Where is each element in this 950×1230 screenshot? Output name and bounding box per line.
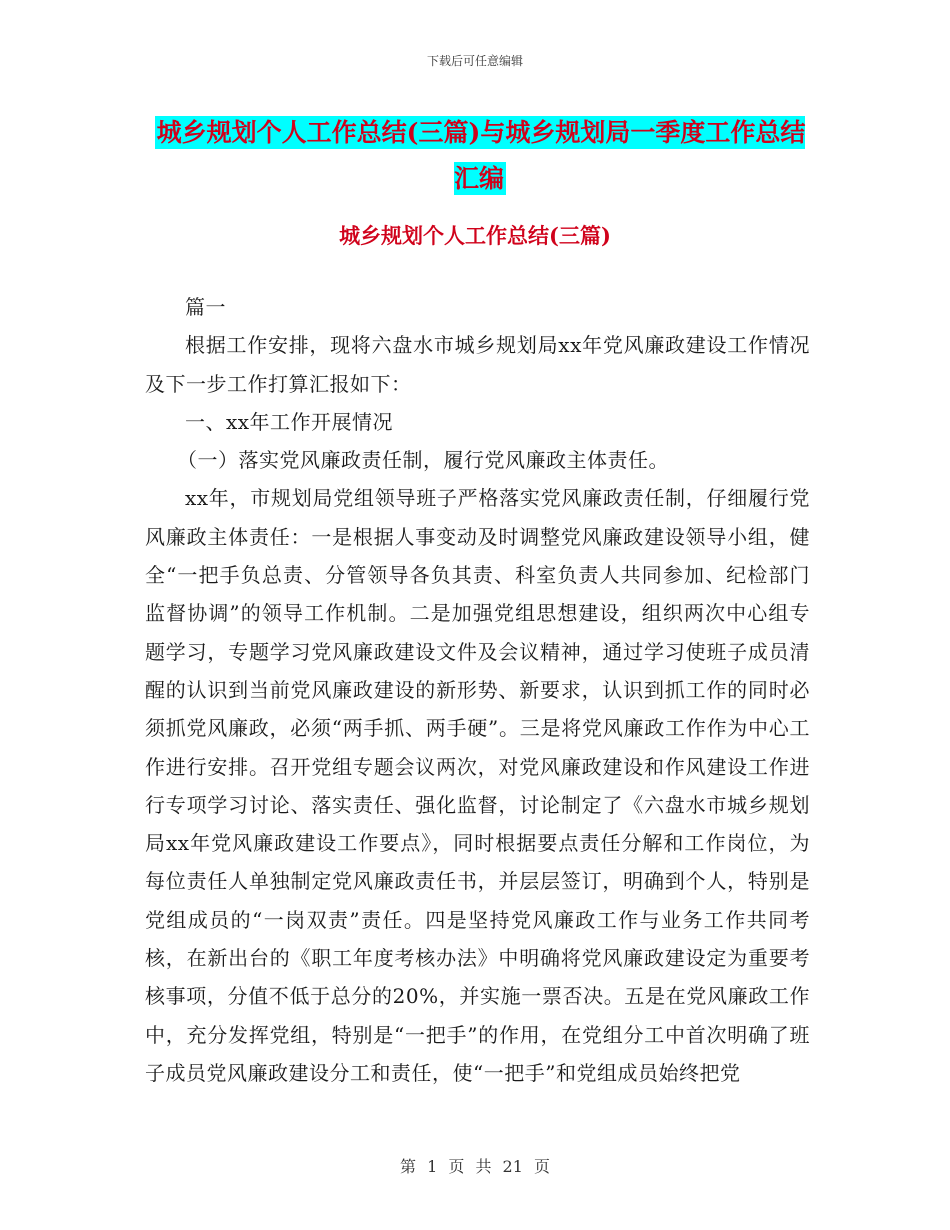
paragraph-body-1: xx年，市规划局党组领导班子严格落实党风廉政责任制，仔细履行党风廉政主体责任：一是根据人事变动及时调整党风廉政建设领导小组，健全“一把手负总责、分管领导各负其责、科室负责人共同参加、纪检部门监督协调”的领导工作机制。二是加强党组思想建设，组织两次中心组专题学习，专题学习党风廉政建设文件及会议精神，通过学习使班子成员清醒的认识到当前党风廉政建设的新形势、新要求，认识到抓工作的同时必须抓党风廉政，必须“两手抓、两手硬”。三是将党风廉政工作作为中心工作进行安排。召开党组专题会议两次，对党风廉政建设和作风建设工作进行专项学习讨论、落实责任、强化监督，讨论制定了《六盘水市城乡规划局xx年党风廉政建设工作要点》，同时根据要点责任分解和工作岗位，为每位责任人单独制定党风廉政责任书，并层层签订，明确到个人，特别是党组成员的“一岗双责”责任。四是坚持党风廉政工作与业务工作共同考核，在新出台的《职工年度考核办法》中明确将党风廉政建设定为重要考核事项，分值不低于总分的20%，并实施一票否决。五是在党风廉政工作中，充分发挥党组，特别是“一把手”的作用，在党组分工中首次明确了班子成员党风廉政建设分工和责任，使“一把手”和党组成员始终把党: [145, 486, 810, 1085]
paragraph-intro: 根据工作安排，现将六盘水市城乡规划局xx年党风廉政建设工作情况及下一步工作打算汇报如下：: [145, 333, 810, 396]
document-body: [145, 288, 810, 1092]
paragraph-heading-1: 一、xx年工作开展情况: [185, 409, 394, 434]
paragraph-chapter-label: 篇一: [185, 295, 226, 319]
section-title: 城乡规划个人工作总结(三篇): [339, 223, 611, 248]
document-title-highlight: 城乡规划个人工作总结(三篇)与城乡规划局一季度工作总结汇编: [156, 118, 806, 193]
header-note: 下载后可任意编辑: [426, 54, 523, 68]
document-title: [145, 110, 815, 202]
paragraph-subheading-1: （一）落实党风廉政责任制，履行党风廉政主体责任。: [177, 448, 669, 473]
page-number-footer: 第 1 页 共 21 页: [400, 1157, 550, 1176]
